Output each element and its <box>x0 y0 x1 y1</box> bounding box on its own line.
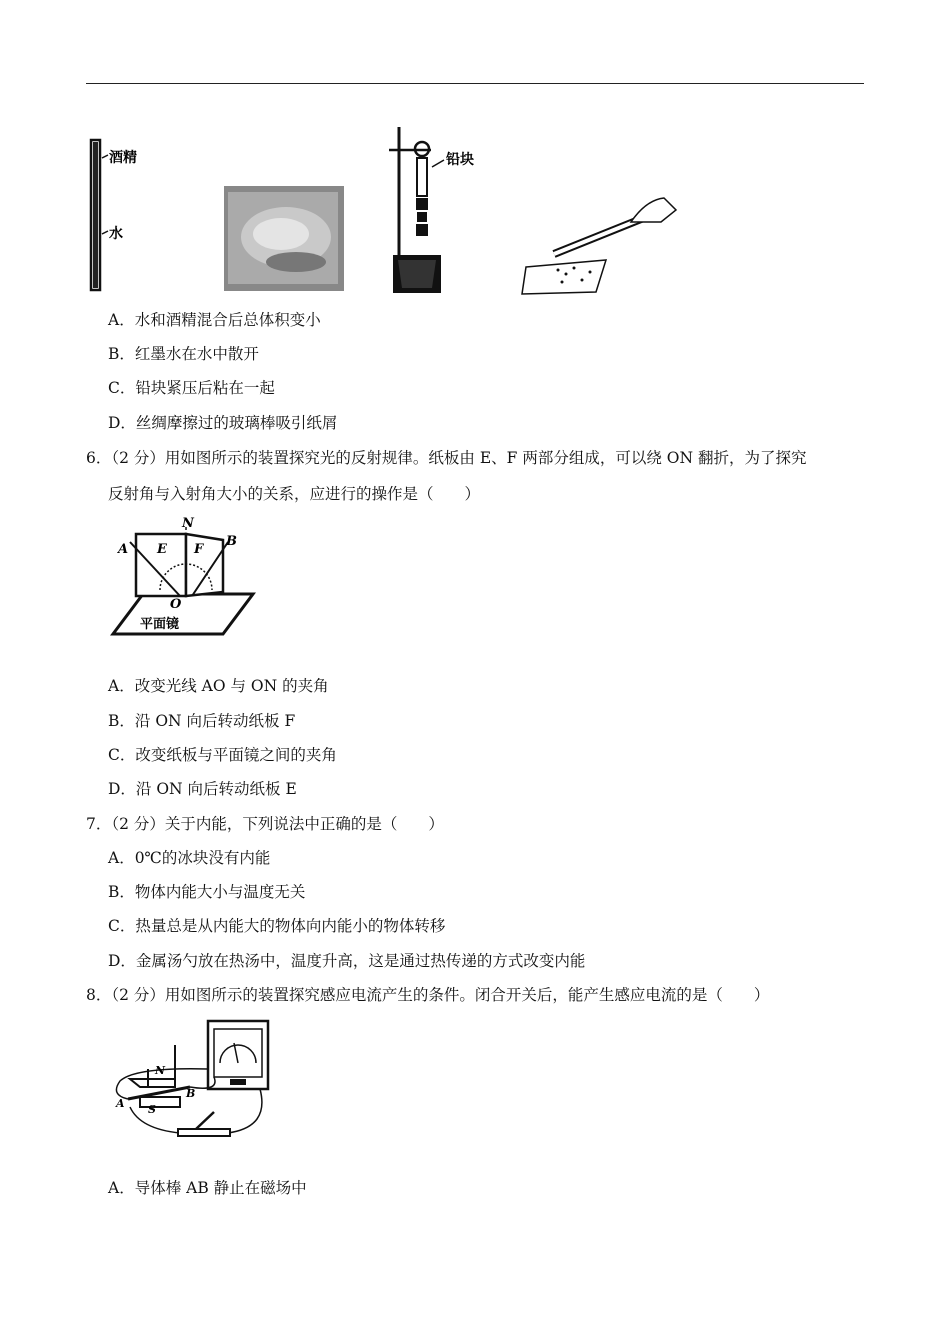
label-e: E <box>157 542 167 557</box>
q8-induction-figure <box>110 1017 275 1142</box>
alcohol-water-tube-figure <box>91 140 137 290</box>
label-f: F <box>194 542 204 557</box>
q8-stem: 8．（2 分）用如图所示的装置探究感应电流产生的条件。闭合开关后，能产生感应电流的是（ ） <box>86 986 770 1004</box>
q7-option-c: C．热量总是从内能大的物体向内能小的物体转移 <box>108 917 446 935</box>
q6-option-d: D．沿 ON 向后转动纸板 E <box>108 780 297 798</box>
label-o: O <box>170 597 182 612</box>
label-n: N <box>182 516 194 531</box>
q5-option-a: A．水和酒精混合后总体积变小 <box>108 311 321 329</box>
q6-option-a: A．改变光线 AO 与 ON 的夹角 <box>108 677 329 695</box>
header-rule <box>86 83 864 84</box>
q5-option-b: B．红墨水在水中散开 <box>108 345 259 363</box>
lead-block-label: 铅块 <box>446 152 474 168</box>
red-ink-photo <box>224 186 344 291</box>
q5-figures <box>86 122 686 302</box>
q7-option-a: A．0℃的冰块没有内能 <box>108 849 271 867</box>
q7-option-b: B．物体内能大小与温度无关 <box>108 883 306 901</box>
label-b: B <box>226 534 237 549</box>
q5-option-d: D．丝绸摩擦过的玻璃棒吸引纸屑 <box>108 414 338 432</box>
q7-option-d: D．金属汤勺放在热汤中，温度升高，这是通过热传递的方式改变内能 <box>108 952 586 970</box>
label-n: N <box>155 1064 166 1077</box>
label-a: A <box>118 542 129 557</box>
q6-option-b: B．沿 ON 向后转动纸板 F <box>108 712 296 730</box>
q6-stem-line1: 6．（2 分）用如图所示的装置探究光的反射规律。纸板由 E、F 两部分组成，可以绕 ON 翻折，为了探究 <box>86 449 807 467</box>
q5-option-c: C．铅块紧压后粘在一起 <box>108 379 275 397</box>
label-a: A <box>116 1097 125 1110</box>
q7-stem: 7．（2 分）关于内能，下列说法中正确的是（ ） <box>86 815 444 833</box>
label-s: S <box>148 1103 156 1116</box>
label-mirror: 平面镜 <box>140 617 180 632</box>
water-label: 水 <box>109 226 123 242</box>
lead-block-stand-figure <box>389 127 474 293</box>
alcohol-label: 酒精 <box>109 150 137 166</box>
q6-option-c: C．改变纸板与平面镜之间的夹角 <box>108 746 337 764</box>
q6-reflection-figure <box>108 512 258 642</box>
q6-stem-line2: 反射角与入射角大小的关系，应进行的操作是（ ） <box>108 485 481 503</box>
glass-rod-paper-figure <box>522 198 676 294</box>
q8-option-a: A．导体棒 AB 静止在磁场中 <box>108 1179 307 1197</box>
label-b: B <box>186 1087 196 1100</box>
